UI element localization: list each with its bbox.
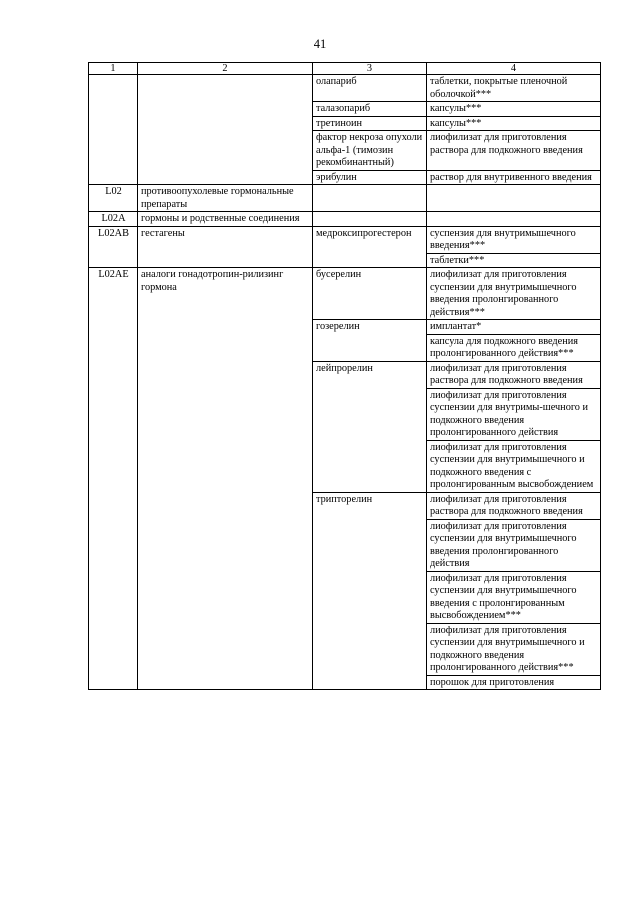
table-row bbox=[89, 268, 601, 320]
dosage-form-cell: лиофилизат для приготовления раствора для подкожного введения bbox=[427, 492, 601, 519]
group-cell: гормоны и родственные соединения bbox=[138, 212, 313, 227]
dosage-form-cell: капсулы*** bbox=[427, 102, 601, 117]
dosage-form-cell: лиофилизат для приготовления раствора для подкожного введения bbox=[427, 361, 601, 388]
col-header-4: 4 bbox=[427, 63, 601, 75]
dosage-form-cell: таблетки, покрытые пленочной оболочкой*** bbox=[427, 75, 601, 102]
table-row bbox=[89, 212, 601, 227]
dosage-form-cell: капсула для подкожного введения пролонгированного действия*** bbox=[427, 334, 601, 361]
dosage-form-cell: капсулы*** bbox=[427, 116, 601, 131]
drug-name-cell bbox=[313, 212, 427, 227]
group-cell bbox=[138, 75, 313, 185]
group-cell: аналоги гонадотропин-рилизинг гормона bbox=[138, 268, 313, 690]
page-number: 41 bbox=[313, 37, 327, 51]
drug-name-cell: эрибулин bbox=[313, 170, 427, 185]
table-row bbox=[89, 185, 601, 212]
drug-name-cell: олапариб bbox=[313, 75, 427, 102]
dosage-form-cell: раствор для внутривенного введения bbox=[427, 170, 601, 185]
col-header-1: 1 bbox=[89, 63, 138, 75]
dosage-form-cell: лиофилизат для приготовления суспензии для внутримышечного и подкожного введения пролонгированного действия*** bbox=[427, 623, 601, 675]
table-row bbox=[89, 226, 601, 253]
col-header-2: 2 bbox=[138, 63, 313, 75]
dosage-form-cell bbox=[427, 212, 601, 227]
dosage-form-cell: лиофилизат для приготовления раствора для подкожного введения bbox=[427, 131, 601, 171]
drug-name-cell: гозерелин bbox=[313, 320, 427, 362]
drug-name-cell: бусерелин bbox=[313, 268, 427, 320]
atc-code-cell: L02AB bbox=[89, 226, 138, 268]
atc-code-cell: L02AE bbox=[89, 268, 138, 690]
dosage-form-cell: лиофилизат для приготовления суспензии для внутримы-шечного и подкожного введения пролонгированного действия bbox=[427, 388, 601, 440]
drug-table bbox=[88, 62, 601, 690]
drug-name-cell: лейпрорелин bbox=[313, 361, 427, 492]
dosage-form-cell: таблетки*** bbox=[427, 253, 601, 268]
atc-code-cell: L02A bbox=[89, 212, 138, 227]
drug-name-cell: трипторелин bbox=[313, 492, 427, 690]
drug-name-cell: фактор некроза опухоли альфа-1 (тимозин рекомбинантный) bbox=[313, 131, 427, 171]
dosage-form-cell: суспензия для внутримышечного введения*** bbox=[427, 226, 601, 253]
dosage-form-cell: имплантат* bbox=[427, 320, 601, 335]
col-header-3: 3 bbox=[313, 63, 427, 75]
header-row bbox=[89, 63, 601, 75]
atc-code-cell: L02 bbox=[89, 185, 138, 212]
table-row bbox=[89, 75, 601, 102]
dosage-form-cell: лиофилизат для приготовления суспензии для внутримышечного введения с пролонгированным высвобождением*** bbox=[427, 571, 601, 623]
drug-name-cell bbox=[313, 185, 427, 212]
group-cell: противоопухолевые гормональные препараты bbox=[138, 185, 313, 212]
dosage-form-cell: лиофилизат для приготовления суспензии для внутримышечного и подкожного введения с пролонгированным высвобождением bbox=[427, 440, 601, 492]
dosage-form-cell: лиофилизат для приготовления суспензии для внутримышечного введения пролонгированного действия*** bbox=[427, 268, 601, 320]
dosage-form-cell bbox=[427, 185, 601, 212]
dosage-form-cell: порошок для приготовления bbox=[427, 675, 601, 690]
drug-name-cell: третиноин bbox=[313, 116, 427, 131]
dosage-form-cell: лиофилизат для приготовления суспензии для внутримышечного введения пролонгированного действия bbox=[427, 519, 601, 571]
drug-name-cell: медроксипрогестерон bbox=[313, 226, 427, 268]
drug-name-cell: талазопариб bbox=[313, 102, 427, 117]
group-cell: гестагены bbox=[138, 226, 313, 268]
code-cell bbox=[89, 75, 138, 185]
